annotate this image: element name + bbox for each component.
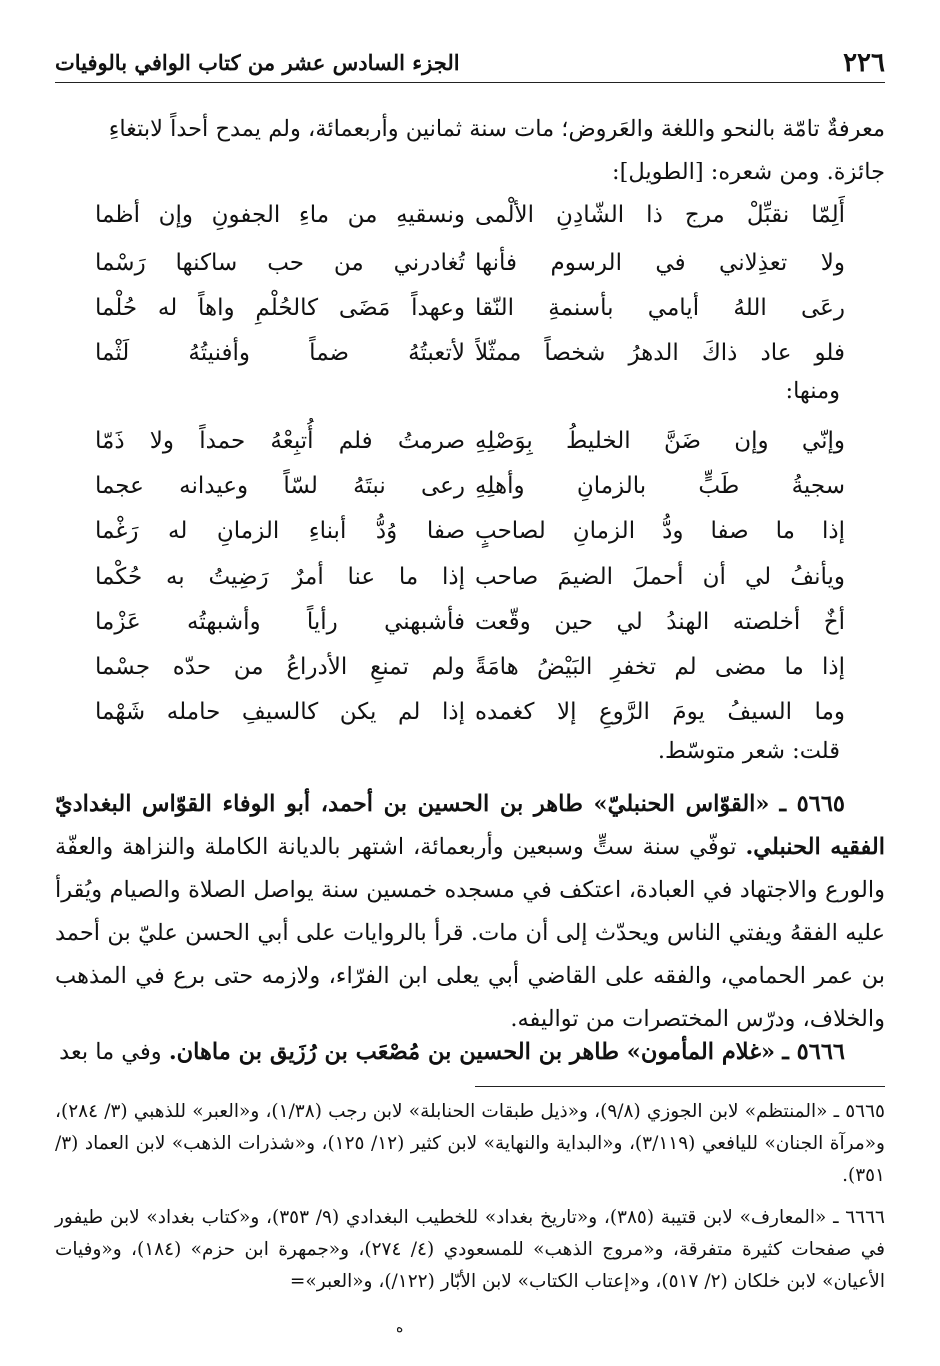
- verse: [55, 330, 885, 376]
- verse-second-hemistich: إذا لم يكن كالسيفِ حامله شَهْما: [95, 699, 465, 725]
- entry-number: ٥٦٦٥ ـ: [779, 791, 845, 817]
- verse-second-hemistich: وعهداً مَضَى كالحُلْمِ واهاً له حُلْما: [95, 295, 465, 321]
- verse-first-hemistich: ولا تعذِلاني في الرسوم فأنها: [475, 250, 845, 276]
- verse-second-hemistich: فأشبهني رأياً وأشبهتُه عَزْما: [95, 609, 465, 635]
- verse-first-hemistich: إذا ما مضى لم تخفرِ البَيْضُ هامَةً: [475, 654, 845, 680]
- intro-paragraph: [55, 108, 885, 194]
- entry-5665: [55, 783, 885, 1041]
- verse-first-hemistich: وما السيفُ يومَ الرَّوعِ إلا كغمده: [475, 699, 845, 725]
- verse: [55, 599, 885, 645]
- verse-second-hemistich: إذا ما عنا أمرٌ رَضِيتُ به حُكْما: [95, 564, 465, 590]
- verse: [55, 463, 885, 509]
- verse-first-hemistich: إذا ما صفا ودُّ الزمانِ لصاحبٍ: [475, 518, 845, 544]
- book-title: الجزء السادس عشر من كتاب الوافي بالوفيات: [55, 50, 460, 75]
- footnote-5665: ٥٦٦٥ ـ «المنتظم» لابن الجوزي (٩/٨)، و«ذيل طبقات الحنابلة» لابن رجب (١/٣٨)، و«العبر» للذهبي (٣/ ٢٨٤)، و«مرآة الجنان» لليافعي (٣/١١٩)، و«البداية والنهاية» لابن كثير (١٢/ ١٢٥)، و«شذرات الذهب» لابن العماد (٣/ ٣٥١).: [55, 1101, 885, 1186]
- verse: [55, 240, 885, 286]
- entry-text: توفّي سنة ستٍّ وسبعين وأربعمائة، اشتهر بالديانة الكاملة والنزاهة والعفّة والورع والاجتهاد في العبادة، اعتكف في مسجده خمسين سنة يواصل الصلاة والصيام ويُقرأ عليه الفقهُ ويفتي الناس ويحدّث إلى أن مات. قرأ بالروايات على أبي الحسن عليّ بن أحمد بن عمر الحمامي، والفقه على القاضي أبي يعلى ابن الفرّاء، ولازمه حتى برع في المذهب والخلاف، ودرّس المختصرات من تواليفه.: [55, 834, 885, 1032]
- verse: [55, 554, 885, 600]
- page-mark: ه: [396, 1320, 404, 1336]
- verse-first-hemistich: أخٌ أخلصته الهندُ لي حين وقّعت: [475, 609, 845, 635]
- entry-number: ٥٦٦٦ ـ: [782, 1039, 845, 1065]
- verse-second-hemistich: رعى نبتَهُ لسّاً وعيدانه عجما: [95, 473, 465, 499]
- verse-first-hemistich: وإنّي وإن ضَنَّ الخليطُ بِوَصْلِهِ: [475, 428, 845, 454]
- footnote-5666: ٦٦٦٦ ـ «المعارف» لابن قتيبة (٣٨٥)، و«تاريخ بغداد» للخطيب البغدادي (٩/ ٣٥٣)، و«كتاب بغداد» لابن طيفور في صفحات كثيرة متفرقة، و«مروج الذهب» للمسعودي (٤/ ٢٧٤)، و«جمهرة ابن حزم» (١٨٤)، و«وفيات الأعيان» لابن خلكان (٢/ ٥١٧)، و«إعتاب الكتاب» لابن الأبّار (١٢٢/)، و«العبر»=: [55, 1207, 886, 1292]
- footnote-separator: [475, 1086, 885, 1087]
- section-label: ومنها:: [785, 378, 840, 404]
- entry-text: وفي ما بعد: [59, 1039, 162, 1065]
- verse-first-hemistich: سجيةُ طَبٍّ بالزمانِ وأهلِهِ: [475, 473, 845, 499]
- running-header: [55, 42, 885, 83]
- verse: [55, 418, 885, 464]
- verse-second-hemistich: صفا وُدُّ أبناءِ الزمانِ له رَغْما: [95, 518, 465, 544]
- verse-first-hemistich: أَلِمّا نقبِّلْ مرج ذا الشّادِنِ الألْمى: [475, 202, 845, 228]
- intro-line: جائزة. ومن شعره: [الطويل]:: [612, 159, 885, 185]
- verse-first-hemistich: رعَى اللهُ أيامي بأسنمةِ النّقا: [475, 295, 845, 321]
- verse: [55, 644, 885, 690]
- verse: [55, 508, 885, 554]
- verse: [55, 689, 885, 735]
- editor-remark: قلت: شعر متوسّط.: [657, 738, 840, 764]
- verse-second-hemistich: ونسقيهِ من ماءِ الجفونِ وإن أظما: [95, 202, 465, 228]
- verse-second-hemistich: صرمتُ فلم أُتبِعْهُ حمداً ولا ذَمّا: [95, 428, 465, 454]
- entry-name: «القوّاس الحنبليّ» طاهر بن الحسين بن أحمد، أبو الوفاء القوّاس البغداديّ الفقيه الحنبلي.: [55, 791, 886, 860]
- verse: [55, 192, 885, 238]
- verse-second-hemistich: لأتعبتُهُ ضماً وأفنيتُهُ لَثْما: [95, 340, 465, 366]
- verse-first-hemistich: فلو عاد ذاكَ الدهرُ شخصاً ممثّلاً: [475, 340, 845, 366]
- entry-5666: [55, 1031, 885, 1074]
- verse: [55, 285, 885, 331]
- verse-first-hemistich: ويأنفُ لي أن أحملَ الضيمَ صاحب: [475, 564, 845, 590]
- page-number: ٢٢٦: [843, 48, 885, 78]
- intro-line: معرفةٌ تامّة بالنحو واللغة والعَروض؛ مات سنة ثمانين وأربعمائة، ولم يمدح أحداً لابتغاءِ: [108, 116, 885, 142]
- verse-second-hemistich: ولم تمنعِ الأدراعُ من حدّه جسْما: [95, 654, 465, 680]
- entry-name: «غلام المأمون» طاهر بن الحسين بن مُصْعَب بن رُزَيق بن ماهان.: [168, 1039, 776, 1065]
- verse-second-hemistich: تُغادرني من حب ساكنها رَسْما: [95, 250, 465, 276]
